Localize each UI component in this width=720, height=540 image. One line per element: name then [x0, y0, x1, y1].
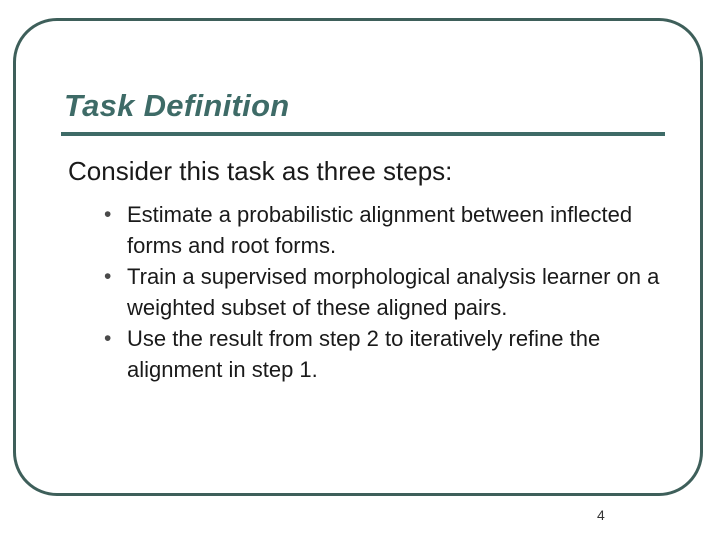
bullet-text: Use the result from step 2 to iteratively refine the alignment in step 1.: [127, 326, 601, 382]
list-item: [104, 261, 664, 323]
page-number: 4: [597, 507, 605, 523]
bullet-text: Train a supervised morphological analysis learner on a weighted subset of these aligned pairs.: [127, 264, 660, 320]
lead-text: Consider this task as three steps:: [68, 156, 453, 186]
slide-title: Task Definition: [64, 88, 290, 123]
title-divider: [61, 132, 665, 136]
bullet-text: Estimate a probabilistic alignment between inflected forms and root forms.: [127, 202, 633, 258]
bullet-list: [104, 199, 664, 385]
list-item: [104, 199, 664, 261]
bullet-icon: •: [104, 203, 112, 226]
list-item: [104, 323, 664, 385]
bullet-icon: •: [104, 327, 112, 350]
bullet-icon: •: [104, 265, 112, 288]
